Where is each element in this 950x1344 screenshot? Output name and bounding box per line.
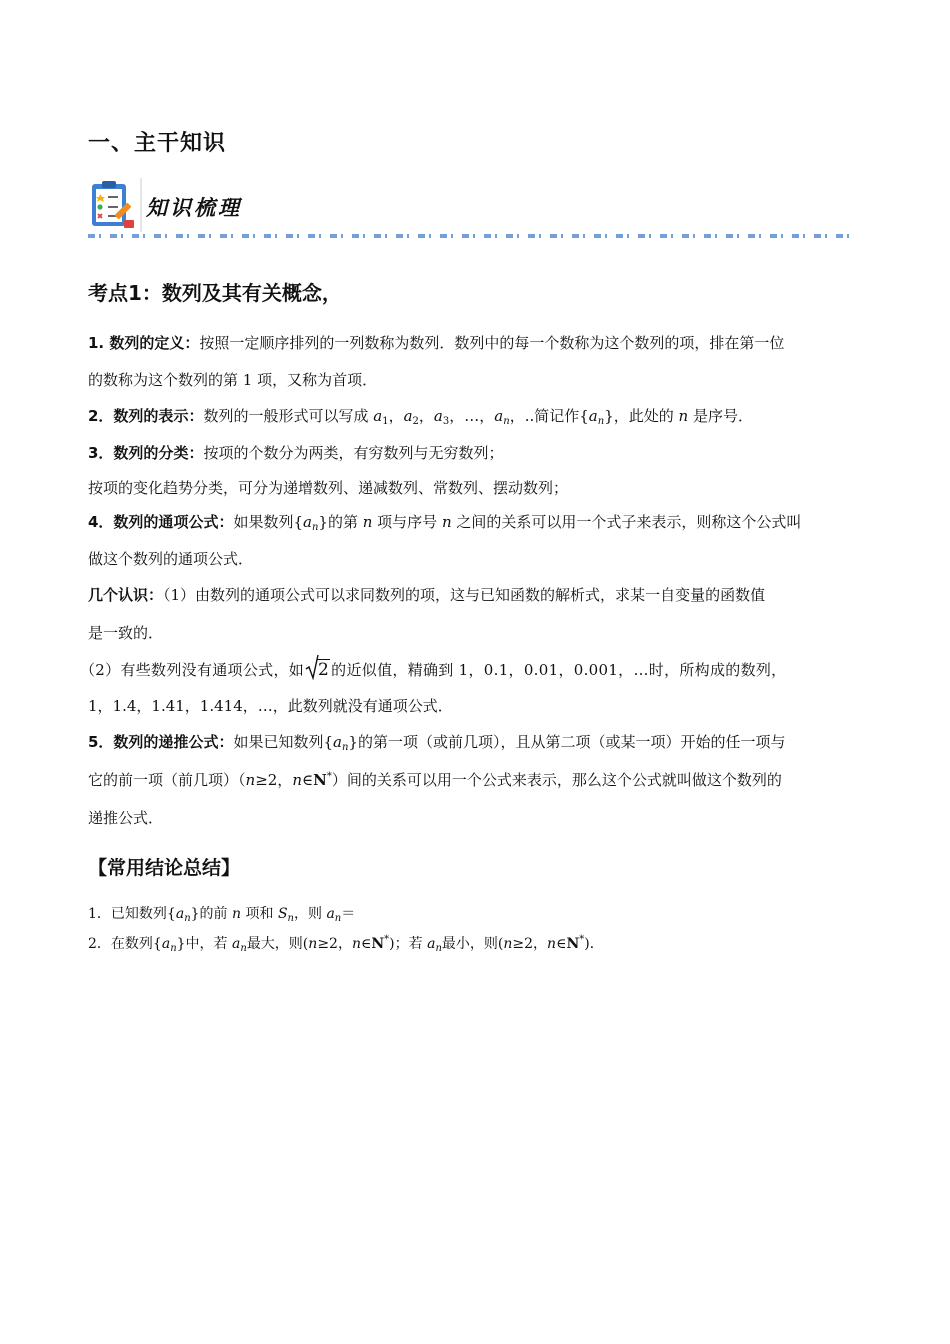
topic-title: 考点1：数列及其有关概念， (88, 281, 342, 305)
sqrt-symbol: 2 (305, 660, 330, 680)
classification-line-1: 3．数列的分类：按项的个数分为两类，有穷数列与无穷数列； (88, 444, 504, 462)
banner-label: 知识梳理 (146, 195, 242, 220)
classification-line-2: 按项的变化趋势分类，可分为递增数列、递减数列、常数列、摆动数列； (88, 479, 569, 497)
section-title: 一、主干知识 (88, 131, 227, 156)
notes-line-4: 1，1.4，1.41，1.414，…，此数列就没有通项公式． (88, 697, 453, 715)
classification-label: 3．数列的分类： (88, 444, 204, 462)
recurrence-label: 5．数列的递推公式： (88, 733, 234, 751)
general-term-line-1: 4．数列的通项公式：如果数列$\{a_n\}$的第 n 项与序号 n 之间的关系可以用一个式子来表示，则称这个公式叫 (88, 513, 802, 533)
general-term-label: 4．数列的通项公式： (88, 513, 234, 531)
summary-item-1: 1．已知数列$\{a_n\}$的前 n 项和 $S_n$，则 $a_n=$ (88, 906, 356, 924)
recurrence-line-2: 它的前一项（前几项）（n≥2，n∈N*）间的关系可以用一个公式来表示，那么这个公式就叫做这个数列的 (88, 771, 782, 789)
summary-item-2: 2．在数列$\{a_n\}$中，若 $a_n$最大，则(n≥2，n∈N*)；若 $a_n$最小，则(n≥2，n∈N*)． (88, 934, 604, 954)
notes-line-3: （2）有些数列没有通项公式，如 2 的近似值，精确到 1，0.1，0.01，0.001，…时，所构成的数列， (80, 660, 786, 680)
notes-line-2: 是一致的． (88, 624, 164, 642)
notes-line-1: 几个认识：（1）由数列的通项公式可以求同数列的项，这与已知函数的解析式，求某一自变量的函数值 (88, 586, 766, 604)
representation-line: 2．数列的表示：数列的一般形式可以写成 $a_1$，$a_2$，$a_3$，…，$a_n$，..简记作$\{a_n\}$，此处的 n 是序号． (88, 407, 753, 427)
definition-line-2: 的数称为这个数列的第 1 项，又称为首项． (88, 371, 378, 389)
recurrence-line-3: 递推公式． (88, 809, 164, 827)
clipboard-checklist-icon (88, 178, 138, 232)
representation-label: 2．数列的表示： (88, 407, 204, 425)
definition-line-1 (88, 333, 784, 353)
notes-label: 几个认识： (88, 586, 164, 604)
general-term-line-2: 做这个数列的通项公式． (88, 550, 254, 568)
knowledge-banner (88, 178, 273, 234)
recurrence-line-1: 5．数列的递推公式：如果已知数列$\{a_n\}$的第一项（或前几项），且从第二项（或某一项）开始的任一项与 (88, 733, 786, 753)
definition-label: 1. 数列的定义： (88, 334, 200, 352)
dashed-divider (88, 234, 850, 238)
definition-text: 按照一定顺序排列的一列数称为数列．数列中的每一个数称为这个数列的项，排在第一位 (199, 334, 785, 352)
summary-title: 【常用结论总结】 (88, 857, 241, 879)
